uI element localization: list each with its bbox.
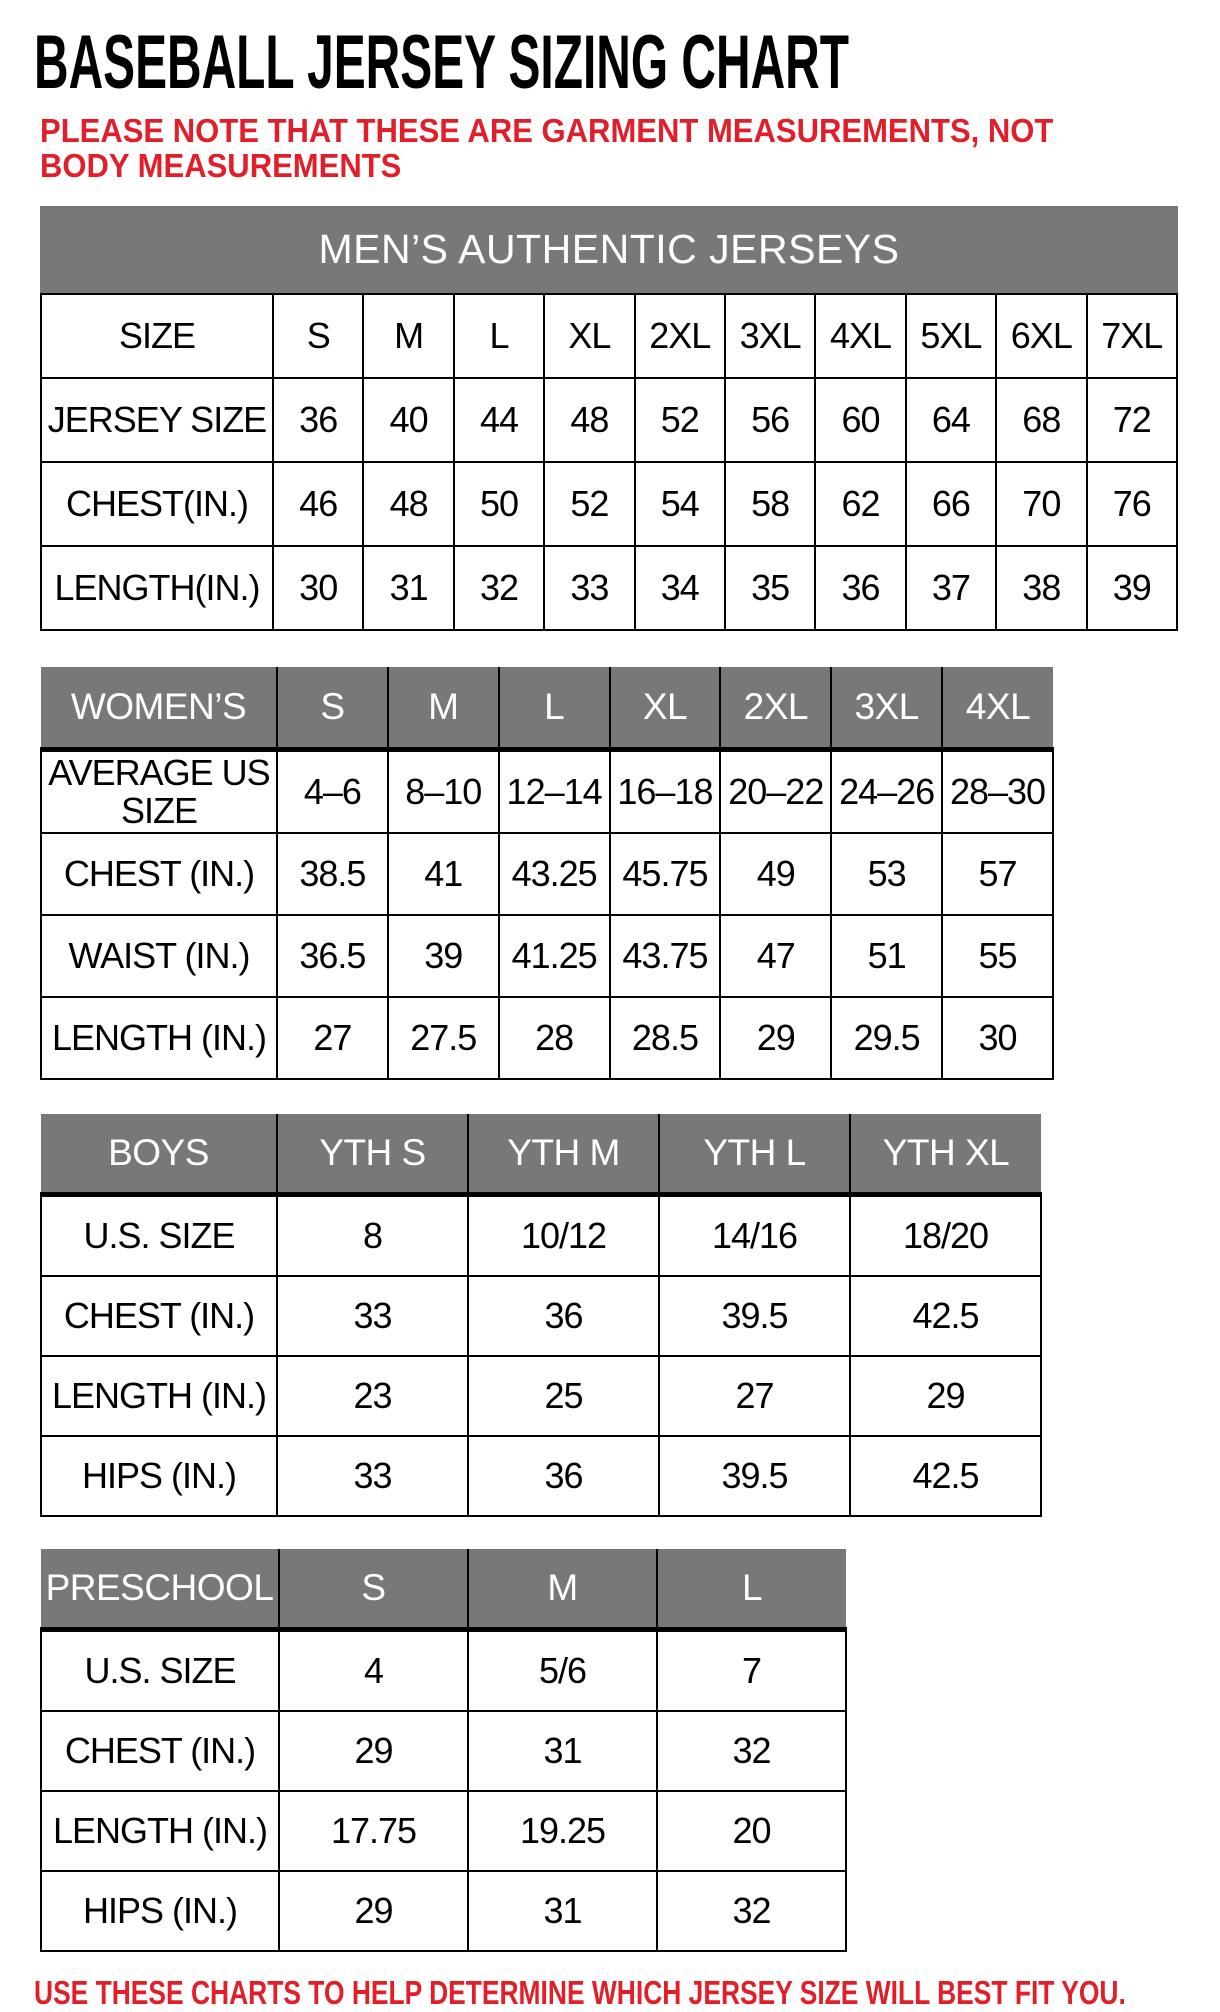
garment-measurement-note: PLEASE NOTE THAT THESE ARE GARMENT MEASUREMENTS, NOT BODY MEASUREMENTS bbox=[40, 111, 1054, 185]
value-cell: 39.5 bbox=[659, 1276, 850, 1356]
value-cell: 33 bbox=[277, 1436, 468, 1516]
value-cell: 50 bbox=[454, 462, 544, 546]
header-row bbox=[41, 667, 1053, 750]
value-cell: 23 bbox=[277, 1356, 468, 1436]
column-header-cell: YTH XL bbox=[850, 1114, 1041, 1195]
column-header-cell: YTH M bbox=[468, 1114, 659, 1195]
value-cell: 56 bbox=[725, 378, 815, 462]
table-row bbox=[41, 1356, 1041, 1436]
value-cell: 72 bbox=[1087, 378, 1177, 462]
table-title-cell: BOYS bbox=[41, 1114, 277, 1195]
value-cell: 42.5 bbox=[850, 1276, 1041, 1356]
table-row bbox=[41, 915, 1053, 997]
value-cell: 36 bbox=[815, 546, 905, 630]
value-cell: 29.5 bbox=[831, 997, 942, 1079]
row-label-cell: CHEST (IN.) bbox=[41, 833, 277, 915]
column-header-cell: 3XL bbox=[725, 294, 815, 378]
row-label-cell: LENGTH (IN.) bbox=[41, 1791, 279, 1871]
value-cell: 36.5 bbox=[277, 915, 388, 997]
table-row bbox=[41, 546, 1177, 630]
sizing-chart-page bbox=[0, 20, 1220, 2012]
value-cell: 20–22 bbox=[720, 750, 831, 834]
column-header-cell: XL bbox=[610, 667, 721, 750]
value-cell: 62 bbox=[815, 462, 905, 546]
table-row bbox=[41, 378, 1177, 462]
value-cell: 14/16 bbox=[659, 1195, 850, 1277]
footer-advice-text: USE THESE CHARTS TO HELP DETERMINE WHICH JERSEY SIZE WILL BEST FIT YOU. bbox=[34, 1974, 1126, 2012]
mens-banner: MEN’S AUTHENTIC JERSEYS bbox=[40, 206, 1178, 293]
column-header-cell: M bbox=[388, 667, 499, 750]
value-cell: 76 bbox=[1087, 462, 1177, 546]
header-row bbox=[41, 1114, 1041, 1195]
column-header-cell: 3XL bbox=[831, 667, 942, 750]
table-row bbox=[41, 1711, 846, 1791]
value-cell: 51 bbox=[831, 915, 942, 997]
row-label-cell: JERSEY SIZE bbox=[41, 378, 273, 462]
value-cell: 7 bbox=[657, 1630, 846, 1712]
value-cell: 48 bbox=[363, 462, 453, 546]
value-cell: 32 bbox=[454, 546, 544, 630]
value-cell: 27 bbox=[277, 997, 388, 1079]
value-cell: 46 bbox=[273, 462, 363, 546]
value-cell: 66 bbox=[906, 462, 996, 546]
value-cell: 30 bbox=[942, 997, 1053, 1079]
value-cell: 44 bbox=[454, 378, 544, 462]
value-cell: 25 bbox=[468, 1356, 659, 1436]
value-cell: 36 bbox=[468, 1276, 659, 1356]
value-cell: 34 bbox=[635, 546, 725, 630]
value-cell: 60 bbox=[815, 378, 905, 462]
value-cell: 29 bbox=[720, 997, 831, 1079]
mens-section bbox=[40, 206, 1220, 631]
value-cell: 8 bbox=[277, 1195, 468, 1277]
value-cell: 43.75 bbox=[610, 915, 721, 997]
value-cell: 36 bbox=[468, 1436, 659, 1516]
value-cell: 68 bbox=[996, 378, 1086, 462]
value-cell: 39.5 bbox=[659, 1436, 850, 1516]
table-row bbox=[41, 750, 1053, 834]
column-header-cell: S bbox=[277, 667, 388, 750]
value-cell: 31 bbox=[468, 1871, 657, 1951]
value-cell: 4 bbox=[279, 1630, 468, 1712]
value-cell: 53 bbox=[831, 833, 942, 915]
value-cell: 38 bbox=[996, 546, 1086, 630]
column-header-cell: 2XL bbox=[635, 294, 725, 378]
value-cell: 8–10 bbox=[388, 750, 499, 834]
row-label-cell: HIPS (IN.) bbox=[41, 1871, 279, 1951]
row-label-cell: CHEST(IN.) bbox=[41, 462, 273, 546]
column-header-cell: S bbox=[279, 1549, 468, 1630]
table-row bbox=[41, 1195, 1041, 1277]
column-header-cell: L bbox=[454, 294, 544, 378]
value-cell: 32 bbox=[657, 1871, 846, 1951]
value-cell: 10/12 bbox=[468, 1195, 659, 1277]
value-cell: 49 bbox=[720, 833, 831, 915]
mens-size-table bbox=[40, 293, 1178, 631]
value-cell: 35 bbox=[725, 546, 815, 630]
column-header-cell: 6XL bbox=[996, 294, 1086, 378]
row-label-cell: HIPS (IN.) bbox=[41, 1436, 277, 1516]
value-cell: 27.5 bbox=[388, 997, 499, 1079]
column-header-cell: L bbox=[499, 667, 610, 750]
table-title-cell: PRESCHOOL bbox=[41, 1549, 279, 1630]
column-header-cell: YTH L bbox=[659, 1114, 850, 1195]
column-header-cell: 2XL bbox=[720, 667, 831, 750]
column-header-cell: XL bbox=[544, 294, 634, 378]
value-cell: 31 bbox=[363, 546, 453, 630]
row-label-cell: CHEST (IN.) bbox=[41, 1276, 277, 1356]
table-row bbox=[41, 833, 1053, 915]
value-cell: 37 bbox=[906, 546, 996, 630]
value-cell: 48 bbox=[544, 378, 634, 462]
value-cell: 32 bbox=[657, 1711, 846, 1791]
womens-size-table bbox=[40, 667, 1054, 1080]
value-cell: 42.5 bbox=[850, 1436, 1041, 1516]
value-cell: 20 bbox=[657, 1791, 846, 1871]
column-header-cell: 4XL bbox=[942, 667, 1053, 750]
value-cell: 27 bbox=[659, 1356, 850, 1436]
value-cell: 38.5 bbox=[277, 833, 388, 915]
row-label-cell: AVERAGE US SIZE bbox=[41, 750, 277, 834]
column-header-cell: 4XL bbox=[815, 294, 905, 378]
column-header-cell: M bbox=[363, 294, 453, 378]
value-cell: 29 bbox=[850, 1356, 1041, 1436]
row-label-cell: LENGTH (IN.) bbox=[41, 997, 277, 1079]
row-label-cell: U.S. SIZE bbox=[41, 1195, 277, 1277]
table-row bbox=[41, 462, 1177, 546]
value-cell: 52 bbox=[544, 462, 634, 546]
value-cell: 30 bbox=[273, 546, 363, 630]
row-label-cell: CHEST (IN.) bbox=[41, 1711, 279, 1791]
value-cell: 24–26 bbox=[831, 750, 942, 834]
boys-section bbox=[40, 1114, 1220, 1517]
value-cell: 16–18 bbox=[610, 750, 721, 834]
row-label-cell: U.S. SIZE bbox=[41, 1630, 279, 1712]
column-header-cell: L bbox=[657, 1549, 846, 1630]
value-cell: 5/6 bbox=[468, 1630, 657, 1712]
boys-size-table bbox=[40, 1114, 1042, 1517]
header-row bbox=[41, 1549, 846, 1630]
preschool-section bbox=[40, 1549, 1220, 1952]
value-cell: 58 bbox=[725, 462, 815, 546]
value-cell: 19.25 bbox=[468, 1791, 657, 1871]
table-row bbox=[41, 1436, 1041, 1516]
row-label-cell: WAIST (IN.) bbox=[41, 915, 277, 997]
womens-section bbox=[40, 667, 1220, 1080]
value-cell: 28 bbox=[499, 997, 610, 1079]
value-cell: 40 bbox=[363, 378, 453, 462]
value-cell: 43.25 bbox=[499, 833, 610, 915]
value-cell: 41 bbox=[388, 833, 499, 915]
value-cell: 29 bbox=[279, 1711, 468, 1791]
table-row bbox=[41, 1276, 1041, 1356]
table-row bbox=[41, 1630, 846, 1712]
value-cell: 47 bbox=[720, 915, 831, 997]
value-cell: 33 bbox=[277, 1276, 468, 1356]
column-header-cell: 7XL bbox=[1087, 294, 1177, 378]
page-title: BASEBALL JERSEY SIZING CHART bbox=[34, 20, 849, 105]
value-cell: 45.75 bbox=[610, 833, 721, 915]
value-cell: 55 bbox=[942, 915, 1053, 997]
value-cell: 39 bbox=[388, 915, 499, 997]
table-row bbox=[41, 997, 1053, 1079]
column-header-cell: YTH S bbox=[277, 1114, 468, 1195]
value-cell: 39 bbox=[1087, 546, 1177, 630]
header-row bbox=[41, 294, 1177, 378]
value-cell: 52 bbox=[635, 378, 725, 462]
value-cell: 28.5 bbox=[610, 997, 721, 1079]
value-cell: 36 bbox=[273, 378, 363, 462]
value-cell: 64 bbox=[906, 378, 996, 462]
value-cell: 28–30 bbox=[942, 750, 1053, 834]
value-cell: 4–6 bbox=[277, 750, 388, 834]
value-cell: 29 bbox=[279, 1871, 468, 1951]
row-label-cell: LENGTH(IN.) bbox=[41, 546, 273, 630]
value-cell: 57 bbox=[942, 833, 1053, 915]
table-row bbox=[41, 1871, 846, 1951]
row-label-cell: LENGTH (IN.) bbox=[41, 1356, 277, 1436]
value-cell: 17.75 bbox=[279, 1791, 468, 1871]
column-header-cell: S bbox=[273, 294, 363, 378]
table-title-cell: SIZE bbox=[41, 294, 273, 378]
value-cell: 33 bbox=[544, 546, 634, 630]
column-header-cell: 5XL bbox=[906, 294, 996, 378]
value-cell: 70 bbox=[996, 462, 1086, 546]
value-cell: 12–14 bbox=[499, 750, 610, 834]
column-header-cell: M bbox=[468, 1549, 657, 1630]
value-cell: 41.25 bbox=[499, 915, 610, 997]
value-cell: 31 bbox=[468, 1711, 657, 1791]
value-cell: 18/20 bbox=[850, 1195, 1041, 1277]
value-cell: 54 bbox=[635, 462, 725, 546]
table-title-cell: WOMEN’S bbox=[41, 667, 277, 750]
preschool-size-table bbox=[40, 1549, 847, 1952]
table-row bbox=[41, 1791, 846, 1871]
